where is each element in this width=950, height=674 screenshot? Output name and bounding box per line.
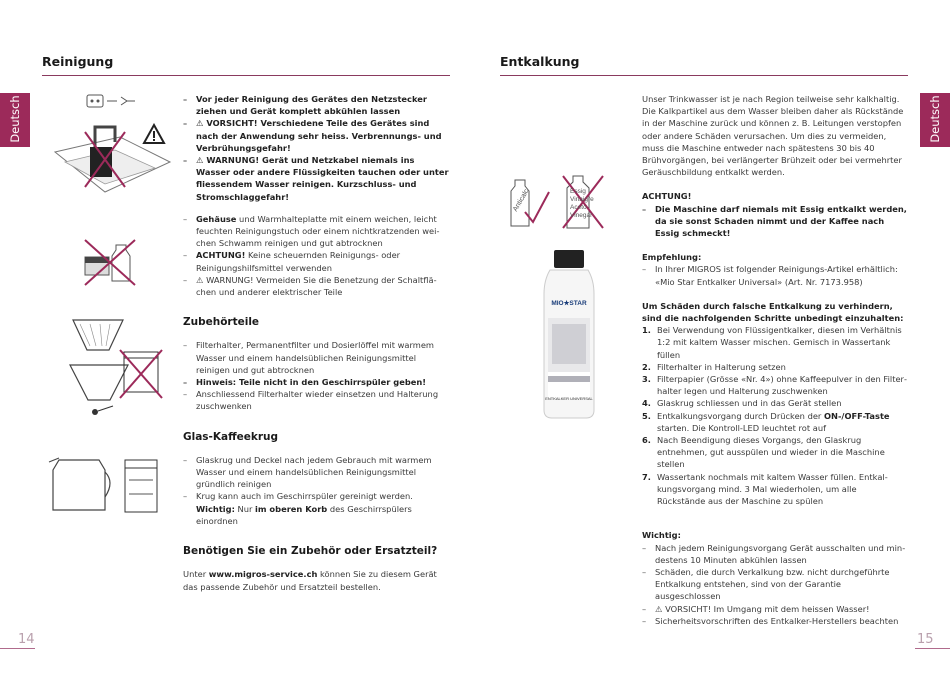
step-6: 6. Nach Beendigung dieses Vorgangs, den Glaskrug entnehmen, gut ausspülen und wieder in die Maschine stellen: [642, 435, 885, 470]
unplug-sink-illustration: [45, 92, 175, 212]
carafe-item-2: – Krug kann auch im Geschirrspüler gereinigt werden. Wichtig: Nur im oberen Korb des Geschirrspülers einordnen: [183, 490, 451, 527]
spare-parts-heading: Benötigen Sie ein Zubehör oder Ersatzteil?: [183, 545, 438, 558]
step-4: 4. Glaskrug schliessen und in das Gerät stellen: [642, 398, 842, 409]
carafe-item-1: – Glaskrug und Deckel nach jedem Gebrauch mit warmem Wasser und einem handelsüblichen Reinigungsmittel gründlich reinigen: [183, 454, 451, 491]
anticalc-label: Anticalc: [512, 188, 531, 213]
step-3: 3. Filterpapier (Grösse «Nr. 4») ohne Kaffeepulver in den Filterhalter legen und Halterung zuschwenken: [642, 374, 907, 397]
left-page-title: Reinigung: [42, 54, 114, 69]
filter-parts-illustration: [68, 310, 168, 420]
steps-list: [642, 324, 907, 507]
cleaning-safety-list: [183, 93, 451, 593]
important-item-2: – Schäden, die durch Verkalkung bzw. nicht durchgeführte Entkalkung entstehen, sind von der Garantie ausgeschlossen: [642, 566, 907, 603]
spare-parts-text: Unter www.migros-service.ch können Sie zu diesem Gerät das passende Zubehör und Ersatzteil bestellen.: [183, 569, 437, 592]
service-link[interactable]: www.migros-service.ch: [208, 569, 318, 580]
accessories-item-3: – Anschliessend Filterhalter wieder einsetzen und Halterung zuschwenken: [183, 388, 451, 412]
important-item-1: – Nach jedem Reinigungsvorgang Gerät ausschalten und mindestens 10 Minuten abkühlen lassen: [642, 542, 907, 566]
accessories-item-2: – Hinweis: Teile nicht in den Geschirrspüler geben!: [183, 376, 451, 388]
warning-triangle-icon: [142, 123, 166, 145]
language-tab-left: Deutsch: [0, 93, 30, 147]
steps-intro: Um Schäden durch falsche Entkalkung zu verhindern, sind die nachfolgenden Schritte unbedingt einzuhalten:: [642, 300, 904, 324]
accessories-item-1: – Filterhalter, Permanentfilter und Dosierlöffel mit warmem Wasser und einem handelsüblichen Reinigungsmittel reinigen und gut abtrocknen: [183, 339, 451, 376]
carafe-heading: Glas-Kaffeekrug: [183, 430, 279, 443]
footer-rule-left: [0, 648, 35, 649]
step-5: 5. Entkalkungsvorgang durch Drücken der ON-/OFF-Taste starten. Die Kontroll-LED leuchtet rot auf: [642, 410, 890, 433]
glass-carafe-dishwasher-illustration: [45, 450, 160, 525]
footer-rule-right: [915, 648, 950, 649]
recommendation-item: – In Ihrer MIGROS ist folgender Reinigungs-Artikel erhältlich: «Mio Star Entkalker Universal» (Art. Nr. 7173.958): [642, 263, 907, 287]
safety-item-3: – ⚠ WARNUNG! Gerät und Netzkabel niemals ins Wasser oder andere Flüssigkeiten tauchen oder unter fliessendem Wasser reinigen. Kurzschluss- und Stromschlaggefahr!: [183, 154, 451, 203]
left-title-rule: [42, 75, 450, 76]
descaler-product-bottle: [536, 248, 602, 420]
no-abrasive-cleaner-illustration: [80, 235, 140, 290]
descaling-text: [642, 93, 907, 627]
important-item-4: – Sicherheitsvorschriften des Entkalker-Herstellers beachten: [642, 615, 907, 627]
important-item-3: – ⚠ VORSICHT! Im Umgang mit dem heissen Wasser!: [642, 603, 907, 615]
recommendation-label: Empfehlung:: [642, 252, 702, 263]
page-number-right: 15: [917, 632, 934, 647]
descaling-intro: Unser Trinkwasser ist je nach Region teilweise sehr kalkhaltig. Die Kalkpartikel aus dem Wasser bleiben daher als Rückstände in der Maschine zurück und können z. B. Leitungen verstopfen oder andere Schäden verursachen. Um dies zu vermeiden, muss die Maschine entweder nach spätestens 30 bis 40 Brühvorgängen, bei verlängerter Brühzeit oder bei vermehrter Geräuschbildung entkalkt werden.: [642, 94, 904, 178]
page-number-left: 14: [18, 632, 35, 647]
language-tab-right: Deutsch: [920, 93, 950, 147]
accessories-heading: Zubehörteile: [183, 316, 260, 329]
right-page-title: Entkalkung: [500, 54, 580, 69]
cleaning-item-2: – ACHTUNG! Keine scheuernden Reinigungs- oder Reinigungshilfsmittel verwenden: [183, 249, 451, 273]
product-brand: MIO★STAR: [551, 300, 587, 307]
right-title-rule: [500, 75, 908, 76]
safety-item-2: – ⚠ VORSICHT! Verschiedene Teile des Gerätes sind nach der Anwendung sehr heiss. Verbrennungs- und Verbrühungsgefahr!: [183, 117, 451, 154]
attention-label: ACHTUNG!: [642, 191, 692, 202]
product-label: ENTKALKER UNIVERSAL: [545, 396, 593, 401]
step-7: 7. Wassertank nochmals mit kaltem Wasser füllen. Entkalkungsvorgang mind. 3 Mal wiederholen, um alle Rückstände aus der Maschine zu spülen: [642, 471, 888, 507]
step-1: 1. Bei Verwendung von Flüssigentkalker, diesen im Verhältnis 1:2 mit kaltem Wasser mischen. Gemisch in Wassertank füllen: [642, 325, 902, 360]
step-2: 2. Filterhalter in Halterung setzen: [642, 361, 786, 372]
important-label: Wichtig:: [642, 530, 681, 541]
vinegar-label: Essig Vinaigre Aceto Vinegar: [570, 188, 594, 219]
cleaning-item-1: – Gehäuse und Warmhalteplatte mit einem weichen, leicht feuchten Reinigungstuch oder einem nichtkratzenden weichen Schwamm reinigen und gut abtrocknen: [183, 213, 451, 250]
safety-item-1: – Vor jeder Reinigung des Gerätes den Netzstecker ziehen und Gerät komplett abkühlen lassen: [183, 93, 451, 117]
attention-item: – Die Maschine darf niemals mit Essig entkalkt werden, da sie sonst Schaden nimmt und der Kaffee nach Essig schmeckt!: [642, 203, 907, 240]
cleaning-item-3: – ⚠ WARNUNG! Vermeiden Sie die Benetzung der Schaltflächen und anderer elektrischer Teile: [183, 274, 451, 298]
